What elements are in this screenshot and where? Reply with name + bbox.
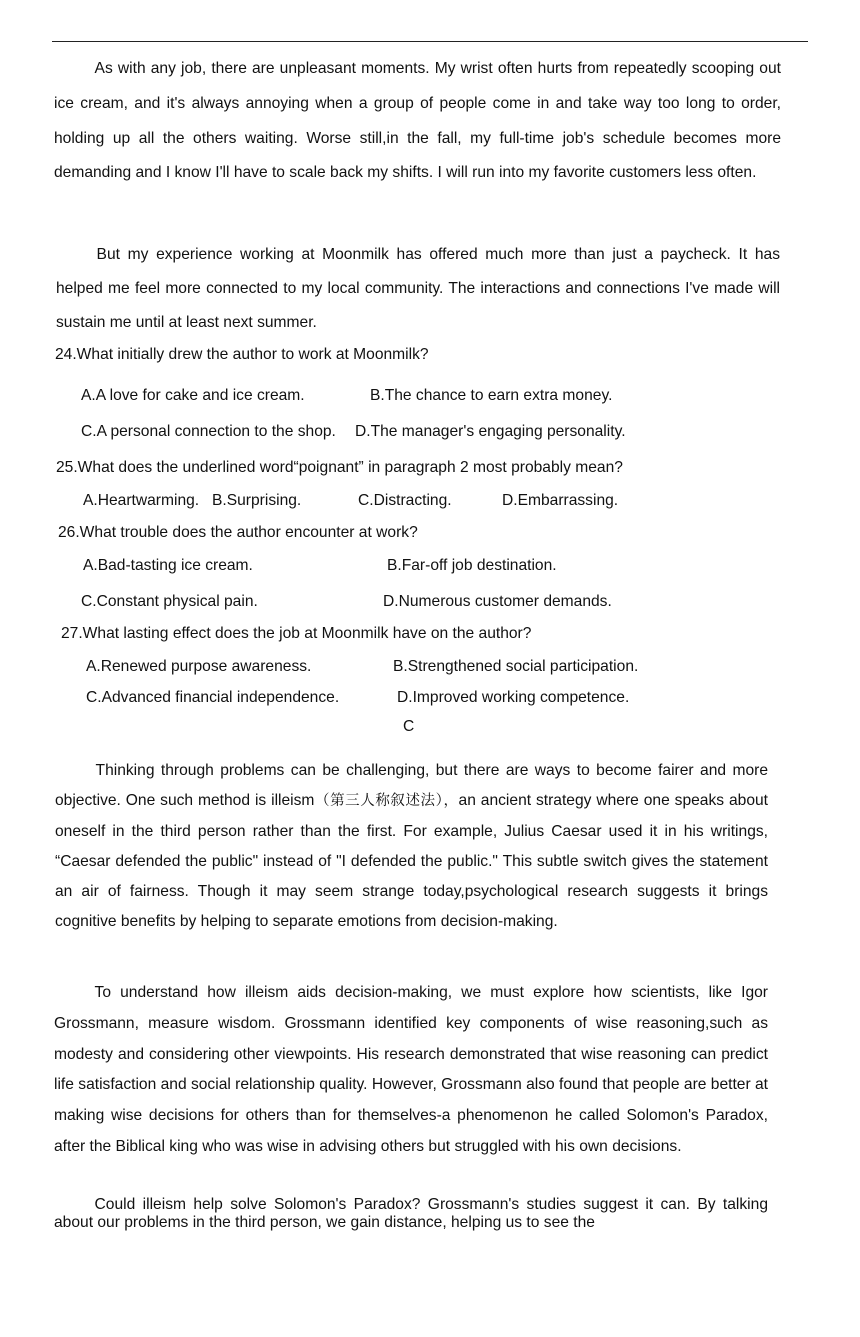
question-27-option-a: A.Renewed purpose awareness.: [86, 658, 312, 675]
question-24-option-a: A.A love for cake and ice cream.: [81, 387, 305, 404]
paragraph-illeism-intro: [55, 756, 768, 938]
question-24-option-d: D.The manager's engaging personality.: [355, 423, 626, 440]
question-25-option-b: B.Surprising.: [212, 492, 302, 509]
section-c-label: C: [403, 718, 415, 735]
header-rule: [52, 41, 808, 42]
illeism-intro-text-end: an ancient strategy where one speaks about oneself in the third person rather than the first. For example, Julius Caesar used it in his writings, “Caesar defended the public" instead of "I defended the public." This subtle switch gives the statement an air of fairness. Though it may seem strange today,psychological research suggests it brings cognitive benefits by helping to separate emotions from decision-making.: [55, 792, 769, 931]
paragraph-third-person-distance: Could illeism help solve Solomon's Paradox? Grossmann's studies suggest it can. By talking about our problems in the third person, we gain distance, helping us to see the: [54, 1196, 768, 1231]
question-24-option-c: C.A personal connection to the shop.: [81, 423, 336, 440]
question-27-option-d: D.Improved working competence.: [397, 689, 630, 706]
question-27-option-c: C.Advanced financial independence.: [86, 689, 340, 706]
question-26-option-a: A.Bad-tasting ice cream.: [83, 557, 253, 574]
question-26-option-b: B.Far-off job destination.: [387, 557, 557, 574]
question-26-option-d: D.Numerous customer demands.: [383, 593, 612, 610]
question-24-option-b: B.The chance to earn extra money.: [370, 387, 613, 404]
question-27-option-b: B.Strengthened social participation.: [393, 658, 639, 675]
question-25-stem: 25.What does the underlined word“poignant” in paragraph 2 most probably mean?: [56, 459, 623, 476]
question-27-stem: 27.What lasting effect does the job at Moonmilk have on the author?: [61, 625, 532, 642]
question-26-option-c: C.Constant physical pain.: [81, 593, 258, 610]
illeism-intro-text-start: Thinking through problems can be challenging, but there are ways to become fairer and more objective. One such method is illeism: [55, 762, 768, 810]
question-24-stem: 24.What initially drew the author to work at Moonmilk?: [55, 346, 429, 363]
illeism-chinese-gloss: （第三人称叙述法），: [314, 793, 459, 810]
paragraph-unpleasant-moments: As with any job, there are unpleasant moments. My wrist often hurts from repeatedly scooping out ice cream, and it's always annoying when a group of people come in and take way too long to order, holding up all the others waiting. Worse still,in the fall, my full-time job's schedule becomes more demanding and I know I'll have to scale back my shifts. I will run into my favorite customers less often.: [54, 60, 781, 182]
question-25-option-d: D.Embarrassing.: [502, 492, 619, 509]
question-25-option-a: A.Heartwarming.: [83, 492, 200, 509]
question-26-stem: 26.What trouble does the author encounter at work?: [58, 524, 418, 541]
question-25-option-c: C.Distracting.: [358, 492, 452, 509]
paragraph-beyond-paycheck: But my experience working at Moonmilk has offered much more than just a paycheck. It has helped me feel more connected to my local community. The interactions and connections I've made will sustain me until at least next summer.: [56, 246, 780, 332]
paragraph-solomons-paradox: To understand how illeism aids decision-making, we must explore how scientists, like Igor Grossmann, measure wisdom. Grossmann identified key components of wise reasoning,such as modesty and considering other viewpoints. His research demonstrated that wise reasoning can predict life satisfaction and social relationship quality. However, Grossmann also found that people are better at making wise decisions for others than for themselves-a phenomenon he called Solomon's Paradox, after the Biblical king who was wise in advising others but struggled with his own decisions.: [54, 984, 768, 1155]
